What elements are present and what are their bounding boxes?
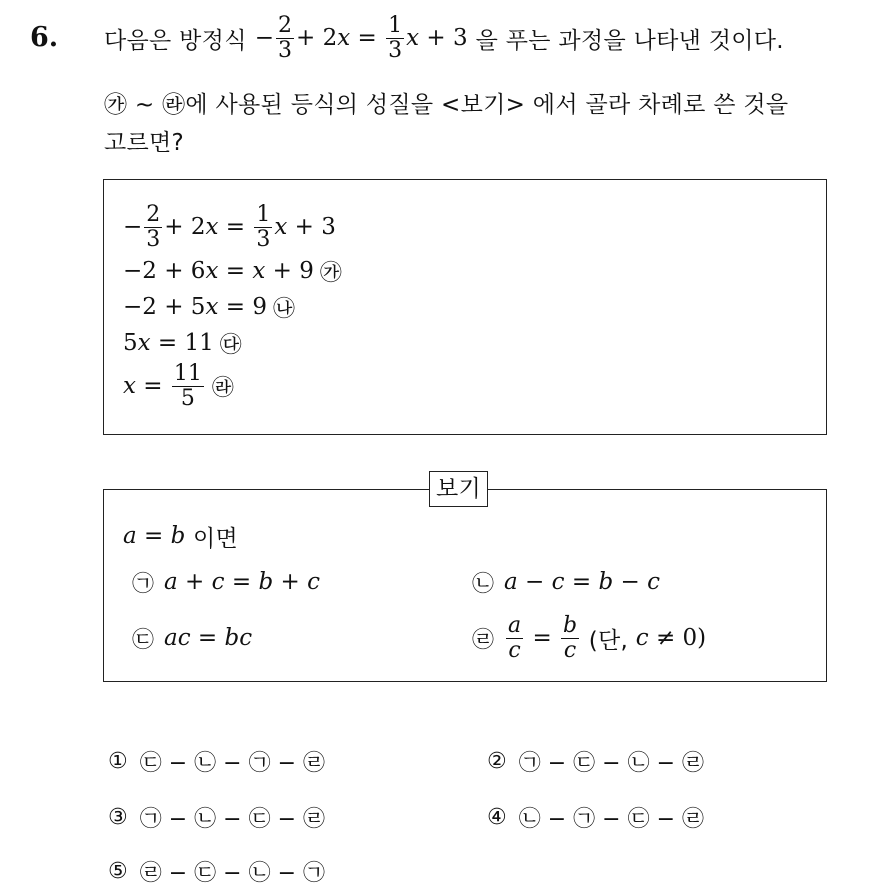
bogi-fraction-denominator: c xyxy=(508,637,521,663)
choice-number: ③ xyxy=(108,804,128,830)
step-fraction-numerator: 11 xyxy=(173,361,202,387)
bogi-var: bc xyxy=(224,625,253,651)
bogi-var: a xyxy=(164,569,178,595)
step-mark: ㉰ xyxy=(219,332,242,358)
step-text: −2 + 5 xyxy=(123,294,206,320)
bogi-op: = xyxy=(190,625,225,651)
choice-4[interactable] xyxy=(487,800,704,834)
eq-x: x xyxy=(406,25,420,51)
step-x: x xyxy=(205,258,219,284)
bogi-fraction-numerator: b xyxy=(563,613,578,639)
step-mark: ㉮ xyxy=(319,260,342,286)
choice-sequence: ㉡ − ㉠ − ㉢ − ㉣ xyxy=(518,806,704,832)
step-x: x xyxy=(205,294,219,320)
bogi-fraction-numerator: a xyxy=(508,613,522,639)
bogi-var: ac xyxy=(164,625,191,651)
bogi-marker: ㉡ xyxy=(472,571,495,597)
bogi-var: a xyxy=(504,569,518,595)
step-text: = 9 xyxy=(218,294,267,320)
bogi-title-box xyxy=(429,470,488,508)
step-x: x xyxy=(252,258,266,284)
step-1 xyxy=(123,198,336,256)
step-4 xyxy=(123,328,242,358)
step-fraction-denominator: 3 xyxy=(256,226,271,252)
step-equals: = xyxy=(135,373,170,399)
eq-fraction-2-3 xyxy=(276,14,294,61)
eq-x: x xyxy=(337,25,351,51)
bogi-title: 보기 xyxy=(429,471,488,507)
step-x: x xyxy=(123,373,136,399)
choice-sequence: ㉠ − ㉡ − ㉢ − ㉣ xyxy=(139,806,325,832)
bogi-var: c xyxy=(307,569,320,595)
question-suffix: 을 푸는 과정을 나타낸 것이다. xyxy=(475,27,784,54)
bogi-var: c xyxy=(551,569,565,595)
bogi-op: = xyxy=(224,569,259,595)
eq-fraction-denominator: 3 xyxy=(278,37,293,63)
bogi-fraction xyxy=(506,614,523,661)
eq-tail: + 3 xyxy=(419,25,468,51)
eq-minus: − xyxy=(254,25,275,51)
step-fraction-denominator: 3 xyxy=(146,226,161,252)
step-mid: + 2 xyxy=(164,214,206,240)
bogi-var: c xyxy=(647,569,660,595)
step-fraction-numerator: 2 xyxy=(146,202,161,228)
premise-b: b xyxy=(170,523,186,549)
step-fraction-denominator: 5 xyxy=(180,385,195,411)
step-tail: + 3 xyxy=(287,214,336,240)
choice-sequence: ㉣ − ㉢ − ㉡ − ㉠ xyxy=(139,860,325,886)
step-x: x xyxy=(274,214,288,240)
step-mark: ㉱ xyxy=(211,375,234,401)
step-x: x xyxy=(205,214,219,240)
bogi-op: + xyxy=(177,569,212,595)
bogi-var: c xyxy=(211,569,225,595)
step-3 xyxy=(123,292,295,322)
bogi-op: − xyxy=(517,569,552,595)
bogi-op: − xyxy=(613,569,648,595)
choice-number: ④ xyxy=(487,804,507,830)
premise-a: a xyxy=(123,523,137,549)
choice-2[interactable] xyxy=(487,744,704,778)
question-line-1 xyxy=(104,14,784,62)
step-text: −2 + 6 xyxy=(123,258,206,284)
question-number: 6. xyxy=(30,22,59,53)
bogi-var: b xyxy=(258,569,274,595)
eq-fraction-numerator: 2 xyxy=(278,13,293,39)
step-fraction xyxy=(172,362,204,409)
step-minus: − xyxy=(123,214,143,240)
step-equals: = xyxy=(218,214,253,240)
bogi-fraction xyxy=(561,614,579,661)
step-fraction xyxy=(254,203,272,250)
step-text: + 9 xyxy=(265,258,314,284)
step-text: = xyxy=(218,258,253,284)
bogi-item-2 xyxy=(472,566,660,598)
bogi-item-1 xyxy=(132,566,320,598)
question-line-2: ㉮ ~ ㉱에 사용된 등식의 성질을 <보기> 에서 골라 차례로 쓴 것을 xyxy=(104,92,789,118)
bogi-marker: ㉠ xyxy=(132,571,155,597)
bogi-item-4 xyxy=(472,608,706,668)
bogi-item-3 xyxy=(132,622,252,654)
eq-equals: = xyxy=(350,25,385,51)
choice-3[interactable] xyxy=(108,800,325,834)
premise-text: 이면 xyxy=(185,525,239,552)
question-prefix: 다음은 방정식 xyxy=(104,27,247,54)
step-5 xyxy=(123,356,234,416)
question-line-3: 고르면? xyxy=(104,130,185,156)
bogi-condition: (단, xyxy=(581,627,636,654)
bogi-var: c xyxy=(635,625,649,651)
bogi-premise xyxy=(123,520,238,552)
eq-fraction-1-3 xyxy=(386,14,404,61)
choice-number: ① xyxy=(108,748,128,774)
step-text: = 11 xyxy=(150,330,214,356)
eq-fraction-denominator: 3 xyxy=(388,37,403,63)
step-x: x xyxy=(137,330,151,356)
step-fraction xyxy=(144,203,162,250)
eq-mid: + 2 xyxy=(296,25,338,51)
bogi-var: b xyxy=(598,569,614,595)
bogi-op: + xyxy=(273,569,308,595)
step-mark: ㉯ xyxy=(272,296,295,322)
choice-sequence: ㉢ − ㉡ − ㉠ − ㉣ xyxy=(139,750,325,776)
bogi-op: = xyxy=(525,625,560,651)
bogi-condition: ≠ 0) xyxy=(648,625,707,651)
eq-fraction-numerator: 1 xyxy=(388,13,403,39)
step-text: 5 xyxy=(123,330,138,356)
choice-number: ② xyxy=(487,748,507,774)
step-fraction-numerator: 1 xyxy=(256,202,271,228)
step-2 xyxy=(123,256,342,286)
choice-1[interactable] xyxy=(108,744,325,778)
bogi-op: = xyxy=(564,569,599,595)
choice-5[interactable] xyxy=(108,854,325,888)
bogi-marker: ㉢ xyxy=(132,627,155,653)
choice-number: ⑤ xyxy=(108,858,128,884)
premise-equals: = xyxy=(136,523,171,549)
bogi-fraction-denominator: c xyxy=(563,637,577,663)
choice-sequence: ㉠ − ㉢ − ㉡ − ㉣ xyxy=(518,750,704,776)
bogi-marker: ㉣ xyxy=(472,627,495,653)
